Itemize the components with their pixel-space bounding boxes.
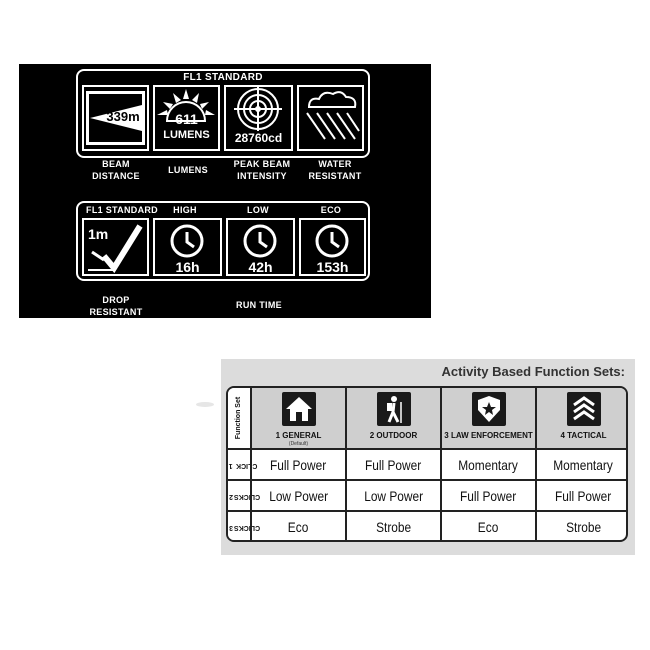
column-header-outdoor-label	[347, 431, 440, 440]
runtime-mode-eco: ECO	[320, 205, 342, 215]
peak-beam-caption	[225, 158, 299, 182]
cell-general-3-clicks	[250, 512, 345, 542]
drop-caption-line2: RESISTANT	[89, 307, 143, 317]
cell-law-2-clicks	[440, 481, 535, 510]
drop-tile	[82, 218, 149, 276]
lumens-caption: LUMENS	[168, 165, 208, 175]
fl1-specs-panel	[19, 64, 431, 318]
water-tile	[297, 85, 364, 151]
house-icon	[282, 392, 316, 426]
peak-beam-caption-line1: PEAK BEAM	[233, 159, 291, 169]
column-header-tactical	[535, 388, 628, 448]
drop-caption	[81, 294, 151, 318]
cell-law-1-click	[440, 450, 535, 479]
runtime-high-value: 16h	[175, 259, 200, 275]
row-label-3-word: CLICKS	[233, 523, 261, 531]
runtime-low-value: 42h	[248, 259, 273, 275]
text-function-sets-rows-0-0: Full Power	[270, 456, 327, 473]
runtime-eco-tile	[299, 218, 366, 276]
cell-general-2-clicks	[250, 481, 345, 510]
fl1-standard-box-bottom	[76, 201, 370, 281]
peak-beam-tile	[224, 85, 293, 151]
row-label-1-num: 1	[229, 461, 233, 469]
lumens-unit: LUMENS	[163, 129, 210, 141]
water-caption-line1: WATER	[318, 159, 352, 169]
side-header-cell	[228, 388, 250, 448]
cell-tactical-3-clicks	[535, 512, 628, 542]
text-function-sets-rows-1-2: Full Power	[460, 487, 517, 504]
side-header-column	[228, 388, 261, 540]
text-function-sets-rows-1-1: Low Power	[364, 487, 423, 504]
fl1-standard-title: FL1 STANDARD	[183, 72, 263, 83]
text-function-sets-rows-2-3: Strobe	[565, 519, 602, 535]
text-function-sets-rows-0-1: Full Power	[365, 456, 422, 473]
column-header-general-label	[252, 431, 345, 440]
text-function-sets-rows-2-1: Strobe	[375, 519, 412, 535]
text-function-sets-rows-1-0: Low Power	[269, 487, 328, 504]
column-header-tactical-label	[537, 431, 628, 440]
column-header-outdoor	[345, 388, 440, 448]
text-function-sets-rows-0-2: Momentary	[458, 456, 519, 473]
rain-cloud-icon	[299, 87, 362, 149]
text-function-sets-columns-3-name: TACTICAL	[567, 431, 607, 440]
cell-general-1-click	[250, 450, 345, 479]
drop-caption-line1: DROP	[102, 295, 130, 305]
runtime-mode-high: HIGH	[173, 205, 197, 215]
cell-law-3-clicks	[440, 512, 535, 542]
peak-beam-value: 28760cd	[234, 131, 283, 145]
function-sets-title: Activity Based Function Sets:	[441, 364, 625, 379]
column-header-general	[250, 388, 345, 448]
column-header-law-enforcement-label	[442, 431, 535, 440]
row-label-3	[228, 512, 261, 541]
fl1-standard-box-top	[76, 69, 370, 158]
text-function-sets-columns-1-num: 2	[369, 431, 375, 440]
text-function-sets-rows-2-0: Eco	[288, 519, 309, 535]
peak-beam-caption-line2: INTENSITY	[237, 171, 287, 181]
chevron-rank-icon	[567, 392, 601, 426]
water-caption	[300, 158, 370, 182]
row-label-2	[228, 481, 261, 510]
cell-tactical-2-clicks	[535, 481, 628, 510]
column-header-law-enforcement	[440, 388, 535, 448]
beam-distance-tile	[82, 85, 149, 151]
lumens-value: 611	[175, 111, 198, 127]
side-header-label: Function Set	[235, 396, 243, 440]
beam-distance-caption-line1: BEAM	[102, 159, 130, 169]
row-label-2-word: CLICKS	[233, 492, 261, 500]
text-function-sets-columns-0-name: GENERAL	[282, 431, 322, 440]
runtime-high-tile	[153, 218, 222, 276]
beam-distance-value: 339m	[106, 109, 140, 124]
text-function-sets-columns-2-num: 3	[444, 431, 449, 440]
runtime-eco-value: 153h	[316, 259, 349, 275]
drop-value: 1m	[88, 226, 109, 242]
beam-distance-caption-line2: DISTANCE	[92, 171, 140, 181]
smudge-mark	[196, 402, 214, 407]
column-header-general-sub: (Default)	[288, 441, 309, 447]
cell-outdoor-1-click	[345, 450, 440, 479]
run-time-caption: RUN TIME	[236, 300, 282, 310]
cell-outdoor-3-clicks	[345, 512, 440, 542]
text-function-sets-columns-0-num: 1	[275, 431, 281, 440]
function-sets-panel	[221, 359, 635, 555]
text-function-sets-rows-0-3: Momentary	[553, 456, 614, 473]
text-function-sets-rows-2-2: Eco	[478, 519, 499, 535]
row-label-2-num: 2	[229, 492, 233, 500]
beam-distance-caption	[81, 158, 151, 182]
cell-tactical-1-click	[535, 450, 628, 479]
runtime-low-tile	[226, 218, 295, 276]
row-label-3-num: 3	[229, 523, 233, 531]
text-function-sets-columns-1-name: OUTDOOR	[376, 431, 418, 440]
lumens-tile	[153, 85, 220, 151]
text-function-sets-columns-2-name: LAW ENFORCEMENT	[450, 431, 533, 440]
function-sets-table	[226, 386, 628, 542]
text-function-sets-columns-3-num: 4	[560, 431, 565, 440]
row-label-1-word: CLICK	[236, 461, 258, 469]
hiker-icon	[377, 392, 411, 426]
fl1-standard-title-bottom: FL1 STANDARD	[86, 205, 158, 215]
row-label-1	[228, 450, 258, 479]
water-caption-line2: RESISTANT	[308, 171, 362, 181]
text-function-sets-rows-1-3: Full Power	[555, 487, 612, 504]
runtime-mode-low: LOW	[247, 205, 269, 215]
badge-icon	[472, 392, 506, 426]
cell-outdoor-2-clicks	[345, 481, 440, 510]
